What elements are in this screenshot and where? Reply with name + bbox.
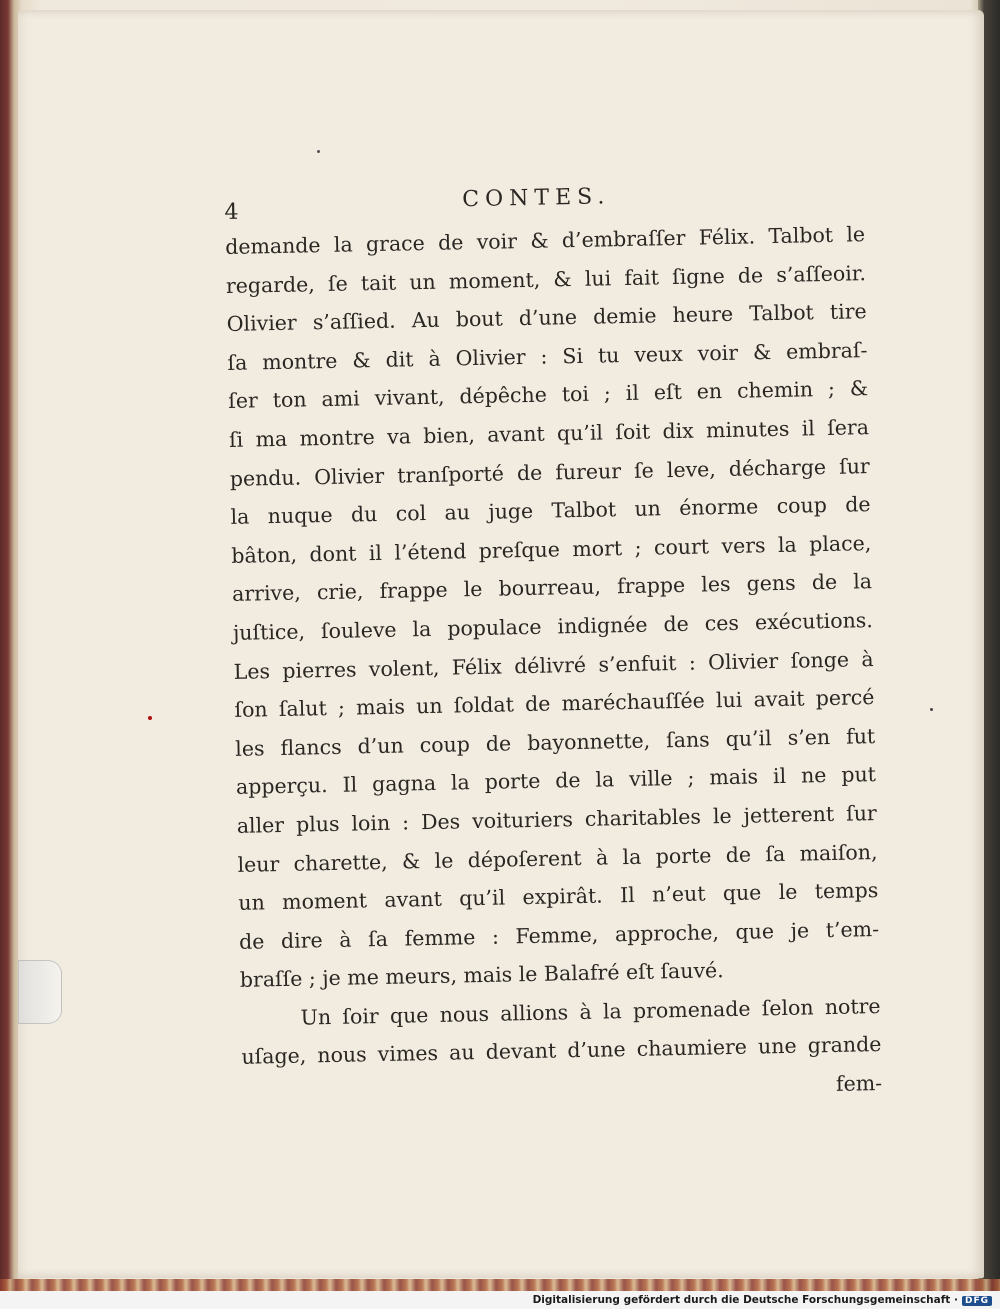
dfg-logo: DFG [962,1296,992,1306]
text-line: leur charette, & le dépoſerent à la porte de ſa maiſon, [237,839,878,877]
page-clip [18,960,62,1024]
paragraph-2 [240,987,892,1116]
digitization-credit [531,1294,994,1306]
text-line: Un ſoir que nous allions à la promenade ſelon notre [300,993,881,1030]
text-line: bâton, dont il l’étend preſque mort ; court vers la place, [231,530,872,568]
running-head: CONTES. [462,184,611,213]
text-line: Olivier s’aſſied. Au bout d’une demie heure Talbot tire [226,299,867,337]
ink-speck [317,150,320,153]
text-line: ſer ton ami vivant, dépêche toi ; il eſt en chemin ; & [228,376,869,414]
catchword: fem- [835,1071,883,1096]
text-line: uſage, nous vimes au devant d’une chaumiere une grande [241,1032,882,1070]
text-line: arrive, crie, frappe le bourreau, frappe les gens de la [231,569,873,607]
text-line: Les pierres volent, Félix délivré s’enfuit : Olivier ſonge à [233,646,874,684]
text-line: juſtice, ſouleve la populace indignée de ces exécutions. [232,608,874,645]
text-line: regarde, ſe tait un moment, & lui fait ſigne de s’aſſeoir. [225,260,867,298]
page-number: 4 [224,199,239,225]
text-line: braſſe ; je me meurs, mais le Balafré eſt ſauvé. [239,958,724,993]
ink-speck [930,708,933,711]
text-line: les flancs d’un coup de bayonnette, ſans qu’il s’en fut [235,723,876,761]
text-line: ſi ma montre va bien, avant qu’il ſoit dix minutes il ſera [228,415,870,452]
text-line: pendu. Olivier tranſporté de fureur ſe leve, décharge ſur [229,453,870,491]
red-ink-speck [148,716,152,720]
text-line: apperçu. Il gagna la porte de la ville ; mais il ne put [235,762,877,800]
text-line: ſa montre & dit à Olivier : Si tu veux voir & embraſ- [227,337,868,375]
credit-text: Digitalisierung gefördert durch die Deutsche Forschungsgemeinschaft · [532,1294,958,1306]
page-text-block [224,175,892,1116]
text-line: un moment avant qu’il expirât. Il n’eut que le temps [238,878,879,915]
text-line: ſon ſalut ; mais un ſoldat de maréchauſſée lui avait percé [234,685,875,723]
text-line: aller plus loin : Des voituriers charitables le jetterent ſur [236,800,877,838]
paragraph-1 [225,215,890,1000]
text-line: la nuque du col au juge Talbot un énorme coup de [230,492,871,530]
text-line: de dire à ſa femme : Femme, approche, que je t’em- [238,916,880,954]
text-line: demande la grace de voir & d’embraſſer Félix. Talbot le [224,222,866,259]
